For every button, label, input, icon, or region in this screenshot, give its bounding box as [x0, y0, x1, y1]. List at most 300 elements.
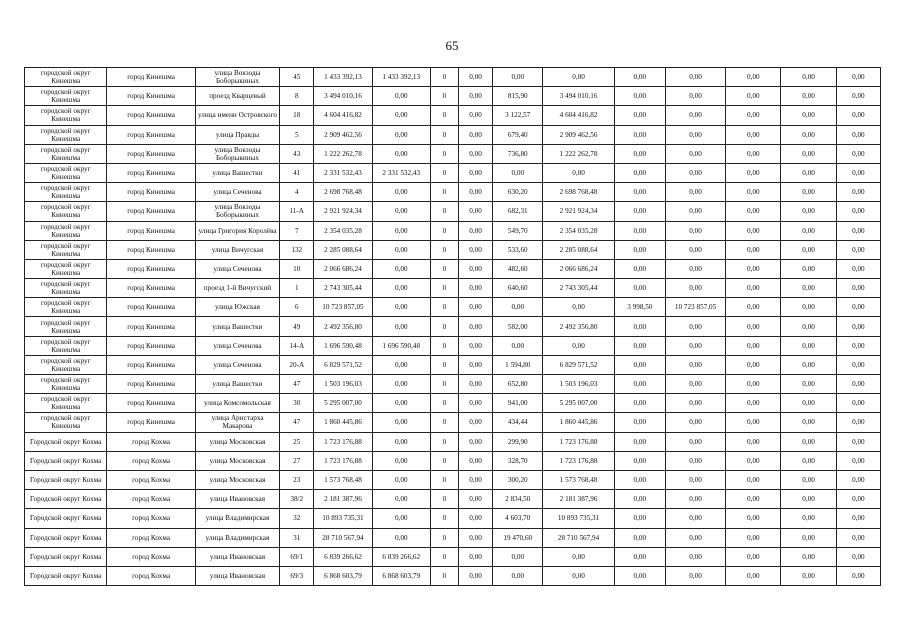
area-cell: 0,00 [614, 163, 665, 182]
street-cell: улица Сеченова [195, 355, 279, 374]
table-row [25, 144, 881, 163]
cost-cell: 0,00 [372, 413, 430, 432]
city-cell: город Кинешма [107, 394, 195, 413]
cost-cell: 28 710 567,94 [543, 528, 614, 547]
area-cell: 682,31 [493, 202, 543, 221]
cost-cell: 0,00 [665, 240, 725, 259]
table-row [25, 470, 881, 489]
area-cell: 0,00 [614, 490, 665, 509]
table-row [25, 279, 881, 298]
area-cell: 0,00 [614, 375, 665, 394]
house-number-cell: 10 [280, 259, 314, 278]
cost-cell: 0,00 [372, 432, 430, 451]
cost-cell: 0,00 [372, 509, 430, 528]
value-cell: 0,00 [836, 317, 880, 336]
total-cost-cell: 2 285 088,64 [314, 240, 372, 259]
city-cell: город Кохма [107, 509, 195, 528]
city-cell: город Кинешма [107, 355, 195, 374]
area-cell: 0,00 [614, 279, 665, 298]
total-cost-cell: 2 743 305,44 [314, 279, 372, 298]
cost-cell: 0,00 [543, 336, 614, 355]
city-cell: город Кохма [107, 432, 195, 451]
value-cell: 0,00 [781, 509, 836, 528]
house-number-cell: 49 [280, 317, 314, 336]
cost-cell: 0,00 [665, 394, 725, 413]
cost-cell: 0,00 [372, 87, 430, 106]
house-number-cell: 41 [280, 163, 314, 182]
value-cell: 0,00 [781, 125, 836, 144]
district-cell: городской округ Кинешма [25, 202, 107, 221]
value-cell: 0,00 [726, 68, 781, 87]
area-cell: 0,00 [614, 125, 665, 144]
count-cell: 0 [430, 394, 458, 413]
street-cell: улица Сеченова [195, 259, 279, 278]
house-number-cell: 69/3 [280, 566, 314, 585]
house-number-cell: 43 [280, 144, 314, 163]
cost-cell: 2 698 768,48 [543, 183, 614, 202]
cost-cell: 1 503 196,03 [543, 375, 614, 394]
cost-cell: 0,00 [458, 163, 492, 182]
value-cell: 0,00 [781, 490, 836, 509]
value-cell: 0,00 [836, 298, 880, 317]
street-cell: улица имени Островского [195, 106, 279, 125]
house-number-cell: 45 [280, 68, 314, 87]
district-cell: городской округ Кинешма [25, 317, 107, 336]
total-cost-cell: 1 723 176,88 [314, 432, 372, 451]
table-row [25, 202, 881, 221]
city-cell: город Кохма [107, 566, 195, 585]
value-cell: 0,00 [726, 298, 781, 317]
value-cell: 0,00 [781, 221, 836, 240]
value-cell: 0,00 [726, 144, 781, 163]
total-cost-cell: 1 860 445,86 [314, 413, 372, 432]
cost-cell: 0,00 [372, 240, 430, 259]
value-cell: 0,00 [836, 336, 880, 355]
city-cell: город Кинешма [107, 413, 195, 432]
total-cost-cell: 1 433 392,13 [314, 68, 372, 87]
street-cell: улица Ивановская [195, 566, 279, 585]
city-cell: город Кохма [107, 528, 195, 547]
cost-cell: 0,00 [665, 163, 725, 182]
value-cell: 0,00 [726, 547, 781, 566]
district-cell: городской округ Кинешма [25, 336, 107, 355]
value-cell: 0,00 [726, 125, 781, 144]
value-cell: 0,00 [836, 355, 880, 374]
cost-cell: 1 222 262,78 [543, 144, 614, 163]
count-cell: 0 [430, 490, 458, 509]
area-cell: 0,00 [614, 566, 665, 585]
cost-cell: 0,00 [458, 125, 492, 144]
value-cell: 0,00 [726, 566, 781, 585]
street-cell: улица Вокзоды Боборыкиных [195, 202, 279, 221]
cost-cell: 2 492 356,80 [543, 317, 614, 336]
area-cell: 0,00 [614, 202, 665, 221]
house-number-cell: 4 [280, 183, 314, 202]
count-cell: 0 [430, 298, 458, 317]
cost-cell: 0,00 [458, 375, 492, 394]
district-cell: городской округ Кинешма [25, 259, 107, 278]
area-cell: 0,00 [614, 144, 665, 163]
count-cell: 0 [430, 202, 458, 221]
value-cell: 0,00 [781, 87, 836, 106]
value-cell: 0,00 [836, 125, 880, 144]
city-cell: город Кохма [107, 470, 195, 489]
table-row [25, 413, 881, 432]
table-row [25, 317, 881, 336]
house-number-cell: 7 [280, 221, 314, 240]
value-cell: 0,00 [836, 528, 880, 547]
value-cell: 0,00 [781, 298, 836, 317]
value-cell: 0,00 [726, 394, 781, 413]
street-cell: улица Вичугская [195, 240, 279, 259]
area-cell: 582,00 [493, 317, 543, 336]
cost-cell: 0,00 [458, 470, 492, 489]
area-cell: 0,00 [614, 451, 665, 470]
cost-cell: 0,00 [372, 375, 430, 394]
value-cell: 0,00 [781, 451, 836, 470]
value-cell: 0,00 [781, 163, 836, 182]
street-cell: улица Московская [195, 470, 279, 489]
cost-cell: 0,00 [458, 202, 492, 221]
cost-cell: 0,00 [665, 106, 725, 125]
count-cell: 0 [430, 355, 458, 374]
table-body [25, 68, 881, 586]
value-cell: 0,00 [781, 413, 836, 432]
cost-cell: 1 433 392,13 [372, 68, 430, 87]
count-cell: 0 [430, 413, 458, 432]
city-cell: город Кинешма [107, 87, 195, 106]
area-cell: 0,00 [614, 68, 665, 87]
city-cell: город Кинешма [107, 259, 195, 278]
table-row [25, 240, 881, 259]
value-cell: 0,00 [836, 163, 880, 182]
street-cell: улица Комсомольская [195, 394, 279, 413]
cost-cell: 0,00 [543, 298, 614, 317]
table-row [25, 106, 881, 125]
count-cell: 0 [430, 87, 458, 106]
district-cell: городской округ Кинешма [25, 163, 107, 182]
cost-cell: 0,00 [372, 528, 430, 547]
city-cell: город Кинешма [107, 221, 195, 240]
street-cell: проезд Кварцевый [195, 87, 279, 106]
cost-cell: 4 604 416,82 [543, 106, 614, 125]
cost-cell: 1 723 176,88 [543, 432, 614, 451]
street-cell: проезд 1-й Вичугский [195, 279, 279, 298]
street-cell: улица Владимирская [195, 509, 279, 528]
cost-cell: 2 743 305,44 [543, 279, 614, 298]
cost-cell: 0,00 [543, 68, 614, 87]
area-cell: 0,00 [614, 413, 665, 432]
value-cell: 0,00 [781, 68, 836, 87]
cost-cell: 0,00 [665, 375, 725, 394]
area-cell: 0,00 [614, 528, 665, 547]
count-cell: 0 [430, 125, 458, 144]
cost-cell: 0,00 [458, 394, 492, 413]
area-cell: 0,00 [614, 547, 665, 566]
house-number-cell: 47 [280, 413, 314, 432]
value-cell: 0,00 [836, 470, 880, 489]
house-number-cell: 11-А [280, 202, 314, 221]
area-cell: 0,00 [614, 221, 665, 240]
value-cell: 0,00 [781, 355, 836, 374]
value-cell: 0,00 [836, 202, 880, 221]
total-cost-cell: 3 494 010,16 [314, 87, 372, 106]
cost-cell: 0,00 [665, 528, 725, 547]
cost-cell: 0,00 [458, 183, 492, 202]
cost-cell: 0,00 [665, 125, 725, 144]
street-cell: улица Вашестки [195, 163, 279, 182]
city-cell: город Кинешма [107, 183, 195, 202]
house-number-cell: 30 [280, 394, 314, 413]
value-cell: 0,00 [726, 106, 781, 125]
city-cell: город Кохма [107, 451, 195, 470]
cost-cell: 0,00 [458, 451, 492, 470]
cost-cell: 0,00 [458, 279, 492, 298]
total-cost-cell: 2 909 462,56 [314, 125, 372, 144]
value-cell: 0,00 [781, 432, 836, 451]
total-cost-cell: 2 354 035,28 [314, 221, 372, 240]
street-cell: улица Сеченова [195, 183, 279, 202]
total-cost-cell: 1 222 262,78 [314, 144, 372, 163]
total-cost-cell: 10 893 735,31 [314, 509, 372, 528]
street-cell: улица Владимирская [195, 528, 279, 547]
area-cell: 0,00 [614, 355, 665, 374]
district-cell: Городской округ Кохма [25, 509, 107, 528]
value-cell: 0,00 [781, 202, 836, 221]
street-cell: улица Московская [195, 432, 279, 451]
cost-cell: 0,00 [665, 87, 725, 106]
table-row [25, 547, 881, 566]
area-cell: 0,00 [493, 298, 543, 317]
count-cell: 0 [430, 566, 458, 585]
cost-cell: 0,00 [458, 240, 492, 259]
area-cell: 299,90 [493, 432, 543, 451]
cost-cell: 2 285 088,64 [543, 240, 614, 259]
total-cost-cell: 6 839 266,62 [314, 547, 372, 566]
value-cell: 0,00 [726, 490, 781, 509]
cost-cell: 0,00 [458, 317, 492, 336]
table-row [25, 432, 881, 451]
cost-cell: 0,00 [458, 298, 492, 317]
house-number-cell: 5 [280, 125, 314, 144]
city-cell: город Кинешма [107, 240, 195, 259]
cost-cell: 1 696 590,48 [372, 336, 430, 355]
district-cell: Городской округ Кохма [25, 528, 107, 547]
city-cell: город Кинешма [107, 144, 195, 163]
cost-cell: 0,00 [458, 490, 492, 509]
cost-cell: 2 181 387,96 [543, 490, 614, 509]
city-cell: город Кохма [107, 547, 195, 566]
cost-cell: 0,00 [372, 317, 430, 336]
count-cell: 0 [430, 432, 458, 451]
cost-cell: 0,00 [458, 87, 492, 106]
value-cell: 0,00 [836, 451, 880, 470]
district-cell: городской округ Кинешма [25, 106, 107, 125]
value-cell: 0,00 [726, 336, 781, 355]
area-cell: 0,00 [493, 566, 543, 585]
value-cell: 0,00 [836, 259, 880, 278]
cost-cell: 0,00 [665, 202, 725, 221]
value-cell: 0,00 [836, 413, 880, 432]
cost-cell: 2 331 532,43 [372, 163, 430, 182]
city-cell: город Кинешма [107, 279, 195, 298]
house-number-cell: 32 [280, 509, 314, 528]
cost-cell: 0,00 [543, 163, 614, 182]
cost-cell: 5 295 007,00 [543, 394, 614, 413]
district-cell: городской округ Кинешма [25, 394, 107, 413]
cost-cell: 0,00 [372, 490, 430, 509]
count-cell: 0 [430, 509, 458, 528]
table-row [25, 375, 881, 394]
district-cell: городской округ Кинешма [25, 221, 107, 240]
table-row [25, 394, 881, 413]
total-cost-cell: 1 573 768,48 [314, 470, 372, 489]
cost-cell: 0,00 [372, 470, 430, 489]
value-cell: 0,00 [781, 375, 836, 394]
area-cell: 0,00 [614, 470, 665, 489]
street-cell: улица Ивановская [195, 490, 279, 509]
value-cell: 0,00 [726, 279, 781, 298]
value-cell: 0,00 [781, 547, 836, 566]
count-cell: 0 [430, 163, 458, 182]
total-cost-cell: 28 710 567,94 [314, 528, 372, 547]
cost-cell: 0,00 [665, 355, 725, 374]
value-cell: 0,00 [726, 413, 781, 432]
cost-cell: 6 839 266,62 [372, 547, 430, 566]
cost-cell: 0,00 [665, 336, 725, 355]
table-row [25, 451, 881, 470]
cost-cell: 0,00 [372, 221, 430, 240]
value-cell: 0,00 [781, 566, 836, 585]
cost-cell: 0,00 [372, 279, 430, 298]
area-cell: 300,20 [493, 470, 543, 489]
cost-cell: 0,00 [458, 566, 492, 585]
cost-cell: 0,00 [458, 432, 492, 451]
house-number-cell: 132 [280, 240, 314, 259]
cost-cell: 0,00 [458, 106, 492, 125]
table-row [25, 259, 881, 278]
value-cell: 0,00 [836, 279, 880, 298]
city-cell: город Кинешма [107, 68, 195, 87]
value-cell: 0,00 [726, 451, 781, 470]
value-cell: 0,00 [781, 279, 836, 298]
cost-cell: 0,00 [372, 144, 430, 163]
count-cell: 0 [430, 451, 458, 470]
area-cell: 549,70 [493, 221, 543, 240]
cost-cell: 0,00 [372, 394, 430, 413]
area-cell: 4 603,70 [493, 509, 543, 528]
district-cell: городской округ Кинешма [25, 144, 107, 163]
count-cell: 0 [430, 317, 458, 336]
cost-cell: 0,00 [458, 336, 492, 355]
district-cell: Городской округ Кохма [25, 566, 107, 585]
value-cell: 0,00 [726, 202, 781, 221]
city-cell: город Кинешма [107, 317, 195, 336]
district-cell: Городской округ Кохма [25, 490, 107, 509]
area-cell: 0,00 [614, 336, 665, 355]
total-cost-cell: 1 696 590,48 [314, 336, 372, 355]
value-cell: 0,00 [836, 221, 880, 240]
value-cell: 0,00 [726, 470, 781, 489]
table-row [25, 68, 881, 87]
cost-cell: 1 860 445,86 [543, 413, 614, 432]
district-cell: Городской округ Кохма [25, 432, 107, 451]
area-cell: 482,60 [493, 259, 543, 278]
city-cell: город Кинешма [107, 125, 195, 144]
value-cell: 0,00 [726, 240, 781, 259]
cost-cell: 0,00 [665, 490, 725, 509]
house-number-cell: 14-А [280, 336, 314, 355]
cost-cell: 0,00 [665, 470, 725, 489]
total-cost-cell: 2 921 924,34 [314, 202, 372, 221]
table-row [25, 528, 881, 547]
total-cost-cell: 6 868 603,79 [314, 566, 372, 585]
value-cell: 0,00 [726, 259, 781, 278]
district-cell: городской округ Кинешма [25, 279, 107, 298]
district-cell: городской округ Кинешма [25, 183, 107, 202]
street-cell: улица Сеченова [195, 336, 279, 355]
cost-cell: 0,00 [372, 183, 430, 202]
city-cell: город Кинешма [107, 202, 195, 221]
cost-cell: 2 354 035,28 [543, 221, 614, 240]
cost-cell: 0,00 [458, 144, 492, 163]
value-cell: 0,00 [836, 183, 880, 202]
city-cell: город Кинешма [107, 375, 195, 394]
area-cell: 0,00 [614, 259, 665, 278]
table-row [25, 336, 881, 355]
value-cell: 0,00 [836, 68, 880, 87]
district-cell: Городской округ Кохма [25, 451, 107, 470]
cost-cell: 1 573 768,48 [543, 470, 614, 489]
value-cell: 0,00 [726, 221, 781, 240]
value-cell: 0,00 [781, 394, 836, 413]
cost-cell: 0,00 [665, 547, 725, 566]
table-row [25, 221, 881, 240]
value-cell: 0,00 [836, 566, 880, 585]
total-cost-cell: 4 604 416,82 [314, 106, 372, 125]
table-row [25, 125, 881, 144]
house-number-cell: 38/2 [280, 490, 314, 509]
cost-cell: 0,00 [665, 509, 725, 528]
city-cell: город Кинешма [107, 163, 195, 182]
cost-cell: 0,00 [458, 221, 492, 240]
house-number-cell: 18 [280, 106, 314, 125]
cost-cell: 0,00 [665, 221, 725, 240]
value-cell: 0,00 [781, 106, 836, 125]
street-cell: улица Вокзоды Боборыкиных [195, 144, 279, 163]
cost-cell: 0,00 [372, 202, 430, 221]
total-cost-cell: 1 503 196,03 [314, 375, 372, 394]
cost-cell: 0,00 [665, 566, 725, 585]
district-cell: городской округ Кинешма [25, 240, 107, 259]
district-cell: городской округ Кинешма [25, 375, 107, 394]
cost-cell: 0,00 [543, 547, 614, 566]
house-number-cell: 25 [280, 432, 314, 451]
value-cell: 0,00 [726, 375, 781, 394]
area-cell: 0,00 [493, 163, 543, 182]
street-cell: улица Ивановская [195, 547, 279, 566]
value-cell: 0,00 [781, 317, 836, 336]
district-cell: городской округ Кинешма [25, 298, 107, 317]
cost-cell: 0,00 [665, 279, 725, 298]
house-number-cell: 6 [280, 298, 314, 317]
area-cell: 640,60 [493, 279, 543, 298]
cost-cell: 0,00 [543, 566, 614, 585]
count-cell: 0 [430, 221, 458, 240]
area-cell: 19 470,60 [493, 528, 543, 547]
total-cost-cell: 6 829 571,52 [314, 355, 372, 374]
value-cell: 0,00 [726, 163, 781, 182]
